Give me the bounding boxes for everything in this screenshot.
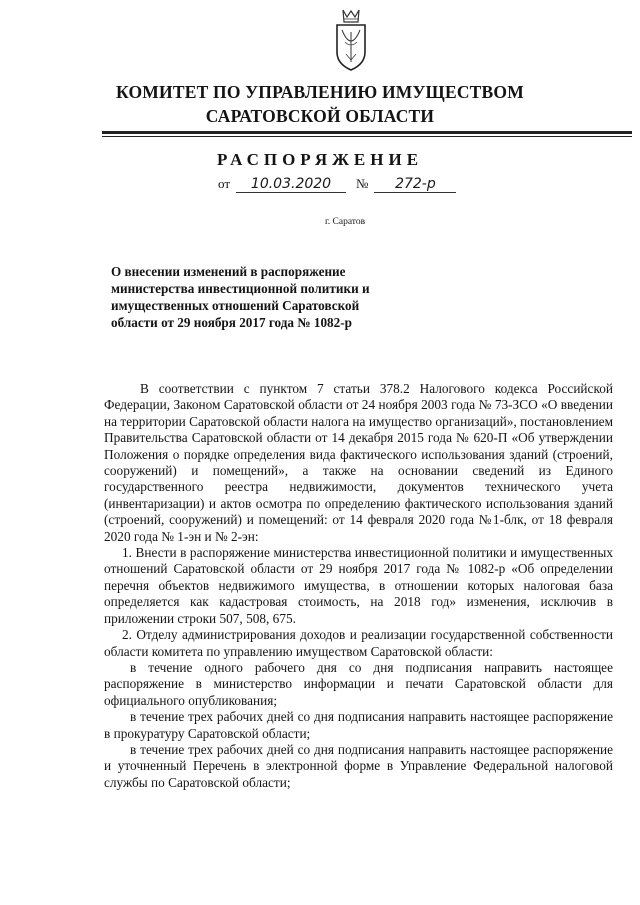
organization-name-line1: КОМИТЕТ ПО УПРАВЛЕНИЮ ИМУЩЕСТВОМ bbox=[116, 82, 524, 102]
date-label: от bbox=[218, 176, 231, 191]
document-body bbox=[104, 381, 613, 791]
organization-name-line2: САРАТОВСКОЙ ОБЛАСТИ bbox=[205, 106, 435, 126]
date-value: 10.03.2020 bbox=[236, 176, 346, 193]
date-number-line bbox=[218, 176, 456, 193]
number-value: 272-р bbox=[374, 176, 456, 193]
subject-line: имущественных отношений Саратовской bbox=[111, 298, 360, 313]
document-type-title: РАСПОРЯЖЕНИЕ bbox=[216, 150, 424, 169]
header-divider-thin bbox=[102, 136, 632, 137]
header-divider-thick bbox=[102, 131, 632, 134]
saratov-coat-of-arms-icon bbox=[334, 8, 368, 72]
subject-line: области от 29 ноября 2017 года № 1082-р bbox=[111, 315, 352, 330]
subitem-paragraph: в течение одного рабочего дня со дня подписания направить настоящее распоряжение в министерство информации и печати Саратовской области для официального опубликования; bbox=[104, 659, 613, 708]
preamble-paragraph: В соответствии с пунктом 7 статьи 378.2 Налогового кодекса Российской Федерации, Законом Саратовской области от 24 ноября 2003 года № 73-ЗСО «О введении на территории Саратовской области налога на имущество организаций», постановлением Правительства Саратовской области от 14 декабря 2015 года № 620-П «Об утверждении Положения о порядке определения вида фактического использования зданий (строений, сооружений) и помещений», а также на основании сведений из Единого государственного реестра недвижимости, документов технического учета (инвентаризации) и актов осмотра по определению фактического использования зданий (строений, сооружений) и помещений: от 14 февраля 2020 года №1-блк, от 18 февраля 2020 года № 1-эн и № 2-эн: bbox=[104, 381, 613, 544]
document-subject bbox=[111, 263, 410, 331]
subject-line: министерства инвестиционной политики и bbox=[111, 281, 370, 296]
subject-line: О внесении изменений в распоряжение bbox=[111, 264, 346, 279]
item-1-paragraph: 1. Внести в распоряжение министерства инвестиционной политики и имущественных отношений Саратовской области от 29 ноября 2017 года № 1082-р «Об определении перечня объектов недвижимого имущества, в отношении которых налоговая база определяется как кадастровая стоимость, на 2018 год» изменения, исключив в приложении строки 507, 508, 675. bbox=[104, 545, 613, 626]
item-2-paragraph: 2. Отделу администрирования доходов и реализации государственной собственности области комитета по управлению имуществом Саратовской области: bbox=[104, 627, 613, 659]
subitem-paragraph: в течение трех рабочих дней со дня подписания направить настоящее распоряжение в прокуратуру Саратовской области; bbox=[104, 709, 613, 741]
number-label: № bbox=[356, 176, 369, 191]
city-name: г. Саратов bbox=[324, 217, 366, 227]
subitem-paragraph: в течение трех рабочих дней со дня подписания направить настоящее распоряжение и уточненный Перечень в электронной форме в Управление Федеральной налоговой службы по Саратовской области; bbox=[104, 741, 613, 790]
